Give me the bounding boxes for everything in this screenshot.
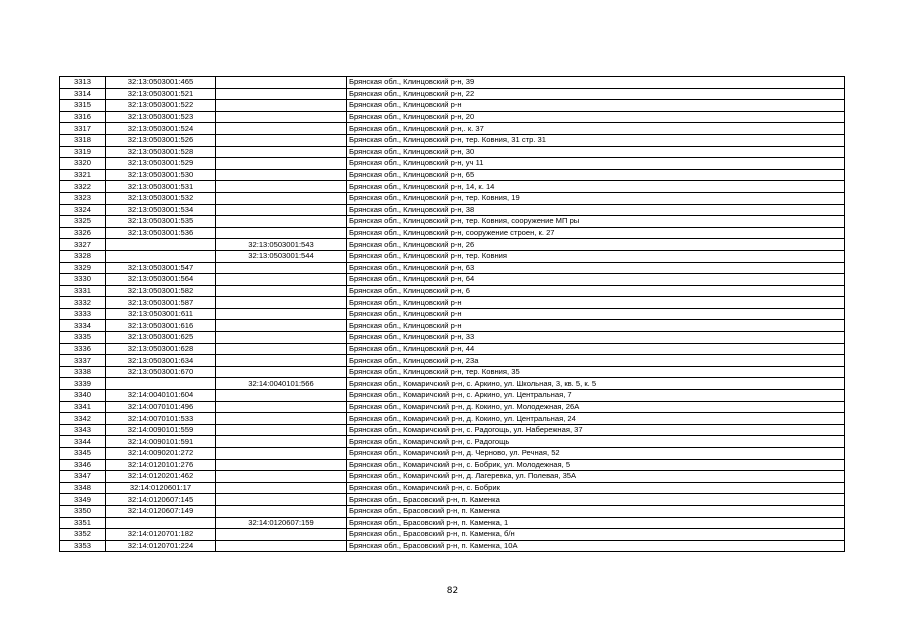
row-number-cell: 3346 [60,459,106,471]
table-row [60,285,845,297]
cadastral-number-cell [106,250,216,262]
row-number-cell: 3320 [60,158,106,170]
cadastral-number-alt-cell [216,366,347,378]
table-row [60,540,845,552]
registry-table-body [60,77,845,552]
address-cell: Брянская обл., Клинцовский р-н [347,320,845,332]
row-number-cell: 3349 [60,494,106,506]
row-number-cell: 3337 [60,355,106,367]
row-number-cell: 3341 [60,401,106,413]
cadastral-number-cell: 32:14:0120701:224 [106,540,216,552]
table-row [60,424,845,436]
address-cell: Брянская обл., Комаричский р-н, с. Бобрик, ул. Молодежная, 5 [347,459,845,471]
cadastral-number-cell: 32:13:0503001:547 [106,262,216,274]
table-row [60,169,845,181]
cadastral-number-cell: 32:14:0040101:604 [106,390,216,402]
address-cell: Брянская обл., Клинцовский р-н, 20 [347,111,845,123]
table-row [60,227,845,239]
cadastral-number-alt-cell [216,355,347,367]
cadastral-number-alt-cell [216,320,347,332]
row-number-cell: 3340 [60,390,106,402]
address-cell: Брянская обл., Клинцовский р-н, 63 [347,262,845,274]
cadastral-number-cell: 32:14:0070101:496 [106,401,216,413]
table-row [60,448,845,460]
row-number-cell: 3332 [60,297,106,309]
cadastral-number-alt-cell: 32:14:0040101:566 [216,378,347,390]
row-number-cell: 3322 [60,181,106,193]
row-number-cell: 3314 [60,88,106,100]
address-cell: Брянская обл., Комаричский р-н, д. Кокино, ул. Центральная, 24 [347,413,845,425]
registry-table [59,76,845,552]
cadastral-number-alt-cell: 32:13:0503001:544 [216,250,347,262]
row-number-cell: 3352 [60,529,106,541]
table-row [60,88,845,100]
cadastral-number-cell: 32:13:0503001:670 [106,366,216,378]
address-cell: Брянская обл., Клинцовский р-н, сооружение строен, к. 27 [347,227,845,239]
address-cell: Брянская обл., Клинцовский р-н, 26 [347,239,845,251]
address-cell: Брянская обл., Клинцовский р-н, тер. Ковния, 19 [347,192,845,204]
cadastral-number-alt-cell [216,100,347,112]
cadastral-number-alt-cell [216,77,347,89]
table-row [60,413,845,425]
cadastral-number-alt-cell [216,436,347,448]
table-row [60,297,845,309]
address-cell: Брянская обл., Комаричский р-н, с. Аркино, ул. Центральная, 7 [347,390,845,402]
cadastral-number-cell: 32:14:0090201:272 [106,448,216,460]
table-row [60,390,845,402]
cadastral-number-cell: 32:13:0503001:465 [106,77,216,89]
table-row [60,332,845,344]
cadastral-number-alt-cell [216,123,347,135]
table-row [60,308,845,320]
cadastral-number-cell: 32:13:0503001:530 [106,169,216,181]
table-row [60,459,845,471]
cadastral-number-cell: 32:13:0503001:522 [106,100,216,112]
row-number-cell: 3335 [60,332,106,344]
table-row [60,378,845,390]
address-cell: Брянская обл., Брасовский р-н, п. Каменка, б/н [347,529,845,541]
cadastral-number-cell: 32:14:0120601:17 [106,482,216,494]
cadastral-number-cell [106,239,216,251]
row-number-cell: 3329 [60,262,106,274]
table-row [60,343,845,355]
page-number: 82 [446,586,459,596]
address-cell: Брянская обл., Клинцовский р-н, 33 [347,332,845,344]
cadastral-number-alt-cell [216,158,347,170]
address-cell: Брянская обл., Клинцовский р-н, 65 [347,169,845,181]
cadastral-number-alt-cell: 32:14:0120607:159 [216,517,347,529]
cadastral-number-cell: 32:13:0503001:535 [106,216,216,228]
row-number-cell: 3328 [60,250,106,262]
cadastral-number-alt-cell [216,308,347,320]
cadastral-number-alt-cell [216,448,347,460]
address-cell: Брянская обл., Комаричский р-н, д. Лагеревка, ул. Полевая, 35А [347,471,845,483]
table-row [60,250,845,262]
address-cell: Брянская обл., Клинцовский р-н, 22 [347,88,845,100]
address-cell: Брянская обл., Брасовский р-н, п. Каменка, 10А [347,540,845,552]
table-row [60,471,845,483]
row-number-cell: 3347 [60,471,106,483]
cadastral-number-alt-cell [216,134,347,146]
table-row [60,239,845,251]
address-cell: Брянская обл., Комаричский р-н, с. Радогощь [347,436,845,448]
address-cell: Брянская обл., Брасовский р-н, п. Каменка, 1 [347,517,845,529]
address-cell: Брянская обл., Клинцовский р-н [347,308,845,320]
cadastral-number-alt-cell [216,413,347,425]
cadastral-number-alt-cell: 32:13:0503001:543 [216,239,347,251]
cadastral-number-cell: 32:13:0503001:532 [106,192,216,204]
table-row [60,366,845,378]
cadastral-number-cell: 32:13:0503001:582 [106,285,216,297]
cadastral-number-alt-cell [216,285,347,297]
cadastral-number-cell: 32:13:0503001:529 [106,158,216,170]
cadastral-number-alt-cell [216,401,347,413]
row-number-cell: 3331 [60,285,106,297]
cadastral-number-cell: 32:14:0120201:462 [106,471,216,483]
address-cell: Брянская обл., Комаричский р-н, с. Аркино, ул. Школьная, 3, кв. 5, к. 5 [347,378,845,390]
row-number-cell: 3313 [60,77,106,89]
row-number-cell: 3353 [60,540,106,552]
row-number-cell: 3350 [60,505,106,517]
table-row [60,505,845,517]
row-number-cell: 3315 [60,100,106,112]
table-row [60,111,845,123]
cadastral-number-cell: 32:14:0090101:591 [106,436,216,448]
table-row [60,355,845,367]
cadastral-number-alt-cell [216,505,347,517]
row-number-cell: 3317 [60,123,106,135]
cadastral-number-cell: 32:13:0503001:523 [106,111,216,123]
row-number-cell: 3334 [60,320,106,332]
address-cell: Брянская обл., Клинцовский р-н, 23а [347,355,845,367]
table-row [60,517,845,529]
address-cell: Брянская обл., Клинцовский р-н, 30 [347,146,845,158]
cadastral-number-alt-cell [216,88,347,100]
row-number-cell: 3345 [60,448,106,460]
row-number-cell: 3323 [60,192,106,204]
cadastral-number-cell [106,378,216,390]
address-cell: Брянская обл., Клинцовский р-н, 44 [347,343,845,355]
address-cell: Брянская обл., Клинцовский р-н, тер. Ковния [347,250,845,262]
address-cell: Брянская обл., Клинцовский р-н, 38 [347,204,845,216]
row-number-cell: 3342 [60,413,106,425]
address-cell: Брянская обл., Комаричский р-н, д. Кокино, ул. Молодежная, 26А [347,401,845,413]
row-number-cell: 3318 [60,134,106,146]
address-cell: Брянская обл., Клинцовский р-н, 6 [347,285,845,297]
address-cell: Брянская обл., Клинцовский р-н [347,297,845,309]
cadastral-number-cell: 32:13:0503001:611 [106,308,216,320]
table-row [60,482,845,494]
address-cell: Брянская обл., Клинцовский р-н, 14, к. 14 [347,181,845,193]
table-row [60,401,845,413]
table-row [60,274,845,286]
row-number-cell: 3327 [60,239,106,251]
cadastral-number-cell: 32:13:0503001:616 [106,320,216,332]
cadastral-number-cell: 32:14:0090101:559 [106,424,216,436]
cadastral-number-cell: 32:13:0503001:526 [106,134,216,146]
table-row [60,77,845,89]
address-cell: Брянская обл., Брасовский р-н, п. Каменка [347,494,845,506]
cadastral-number-cell: 32:13:0503001:521 [106,88,216,100]
table-row [60,262,845,274]
row-number-cell: 3330 [60,274,106,286]
table-row [60,158,845,170]
cadastral-number-alt-cell [216,146,347,158]
address-cell: Брянская обл., Клинцовский р-н, уч 11 [347,158,845,170]
table-row [60,436,845,448]
cadastral-number-cell: 32:14:0070101:533 [106,413,216,425]
address-cell: Брянская обл., Комаричский р-н, с. Радогощь, ул. Набережная, 37 [347,424,845,436]
cadastral-number-alt-cell [216,482,347,494]
table-row [60,123,845,135]
address-cell: Брянская обл., Комаричский р-н, д. Черново, ул. Речная, 52 [347,448,845,460]
cadastral-number-alt-cell [216,390,347,402]
cadastral-number-alt-cell [216,424,347,436]
cadastral-number-cell [106,517,216,529]
cadastral-number-alt-cell [216,332,347,344]
cadastral-number-alt-cell [216,471,347,483]
address-cell: Брянская обл., Брасовский р-н, п. Каменка [347,505,845,517]
row-number-cell: 3326 [60,227,106,239]
address-cell: Брянская обл., Комаричский р-н, с. Бобрик [347,482,845,494]
address-cell: Брянская обл., Клинцовский р-н, тер. Ковния, 35 [347,366,845,378]
cadastral-number-alt-cell [216,216,347,228]
cadastral-number-alt-cell [216,262,347,274]
cadastral-number-cell: 32:13:0503001:628 [106,343,216,355]
cadastral-number-alt-cell [216,274,347,286]
cadastral-number-alt-cell [216,181,347,193]
table-row [60,134,845,146]
table-row [60,192,845,204]
cadastral-number-alt-cell [216,204,347,216]
cadastral-number-cell: 32:13:0503001:536 [106,227,216,239]
cadastral-number-cell: 32:13:0503001:634 [106,355,216,367]
cadastral-number-alt-cell [216,297,347,309]
address-cell: Брянская обл., Клинцовский р-н,. к. 37 [347,123,845,135]
cadastral-number-cell: 32:13:0503001:625 [106,332,216,344]
row-number-cell: 3344 [60,436,106,448]
address-cell: Брянская обл., Клинцовский р-н, 64 [347,274,845,286]
cadastral-number-cell: 32:13:0503001:534 [106,204,216,216]
cadastral-number-cell: 32:14:0120101:276 [106,459,216,471]
row-number-cell: 3325 [60,216,106,228]
row-number-cell: 3333 [60,308,106,320]
address-cell: Брянская обл., Клинцовский р-н, тер. Ковния, 31 стр. 31 [347,134,845,146]
row-number-cell: 3319 [60,146,106,158]
cadastral-number-cell: 32:13:0503001:587 [106,297,216,309]
address-cell: Брянская обл., Клинцовский р-н, 39 [347,77,845,89]
row-number-cell: 3339 [60,378,106,390]
row-number-cell: 3316 [60,111,106,123]
table-row [60,146,845,158]
address-cell: Брянская обл., Клинцовский р-н [347,100,845,112]
cadastral-number-cell: 32:13:0503001:524 [106,123,216,135]
cadastral-number-alt-cell [216,343,347,355]
cadastral-number-cell: 32:13:0503001:528 [106,146,216,158]
table-row [60,216,845,228]
row-number-cell: 3343 [60,424,106,436]
table-row [60,529,845,541]
cadastral-number-cell: 32:13:0503001:531 [106,181,216,193]
cadastral-number-alt-cell [216,227,347,239]
table-row [60,181,845,193]
table-row [60,320,845,332]
row-number-cell: 3321 [60,169,106,181]
cadastral-number-alt-cell [216,169,347,181]
row-number-cell: 3324 [60,204,106,216]
address-cell: Брянская обл., Клинцовский р-н, тер. Ковния, сооружение МП ры [347,216,845,228]
row-number-cell: 3348 [60,482,106,494]
table-row [60,204,845,216]
row-number-cell: 3338 [60,366,106,378]
row-number-cell: 3336 [60,343,106,355]
cadastral-number-cell: 32:14:0120701:182 [106,529,216,541]
cadastral-number-cell: 32:13:0503001:564 [106,274,216,286]
cadastral-number-cell: 32:14:0120607:149 [106,505,216,517]
table-row [60,100,845,112]
cadastral-number-alt-cell [216,494,347,506]
cadastral-number-cell: 32:14:0120607:145 [106,494,216,506]
cadastral-number-alt-cell [216,540,347,552]
cadastral-number-alt-cell [216,192,347,204]
cadastral-number-alt-cell [216,459,347,471]
row-number-cell: 3351 [60,517,106,529]
table-row [60,494,845,506]
cadastral-number-alt-cell [216,529,347,541]
cadastral-number-alt-cell [216,111,347,123]
